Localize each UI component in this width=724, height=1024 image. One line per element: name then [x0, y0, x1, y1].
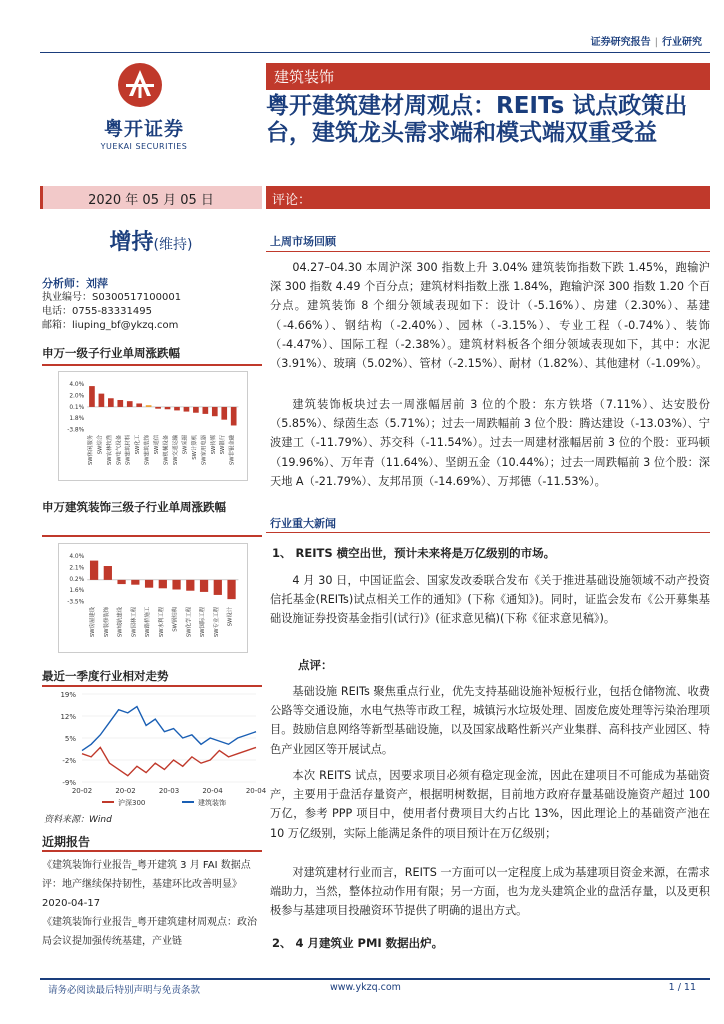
y-tick-label: 4.0% — [69, 382, 85, 389]
x-tick-label: SW房屋建设 — [90, 606, 97, 638]
y-tick-label: -3.8% — [67, 427, 85, 434]
construction-impact-paragraph: 对建筑建材行业而言，REITS 一方面可以一定程度上成为基建项目资金来源，在需求端助力，当然，整体拉动作用有限；另一方面，也为龙头建筑企业的盘活存量，以及更积极参与基建项目投融资环节提供了明确的退出方式。 — [270, 866, 710, 918]
rating-sub: (维持) — [153, 237, 193, 253]
comment-banner — [266, 186, 710, 209]
recent-rule — [42, 850, 262, 852]
y-tick-label: 12% — [60, 713, 76, 721]
x-tick-label: SW通信 — [154, 434, 161, 455]
bar — [172, 580, 180, 590]
bar — [145, 580, 153, 588]
x-tick-label: SW电气设备 — [116, 434, 123, 466]
footer-rule — [40, 978, 710, 980]
x-tick-label: SW传媒 — [210, 434, 217, 455]
footer-site[interactable]: www.ykzq.com — [330, 982, 401, 993]
recent-report-item[interactable]: 《建筑装饰行业报告_粤开建筑 3 月 FAI 数据点评：地产继续保持韧性，基建环比改善明显》2020-04-17 — [42, 860, 251, 909]
chart2-rule — [42, 535, 262, 537]
x-tick-label: 20-02 — [71, 787, 93, 795]
bar — [104, 566, 112, 580]
bar — [146, 405, 152, 407]
bar — [127, 401, 133, 407]
report-header: 证券研究报告 | 行业研究 — [590, 37, 702, 48]
logo-text-en: YUEKAI SECURITIES — [100, 142, 188, 151]
y-tick-label: -9% — [62, 779, 76, 787]
rating-main: 增持 — [109, 230, 154, 255]
bar — [136, 403, 142, 406]
bar — [200, 580, 208, 592]
bar — [131, 580, 139, 585]
stock-movers-paragraph: 建筑装饰板块过去一周涨幅居前 3 位的个股：东方铁塔（7.11%）、达安股份（5.85%）、绿茵生态（5.71%）；过去一周跌幅前 3 位个股：腾达建设（-13.03%）、宁波建工（-11.79%）、苏交科（-11.54%）。过去一周建材涨幅居前 3 位的个股：亚玛顿（19.96%）、万年青（11.64%）、坚朗五金（10.44%）；过去一周跌幅前 3 位个股：深天地 A（-21.79%）、友邦吊顶（-14.69%）、万邦德（-11.53%）。 — [270, 398, 710, 488]
y-tick-label: 1.8% — [69, 416, 85, 423]
comment-heading: 点评： — [298, 658, 333, 672]
reits-analysis-paragraph: 本次 REITS 试点，因要求项目必须有稳定现金流，因此在建项目不可能成为基础资产，主要用于盘活存量资产，根据明树数据，目前地方政府存量基础设施资产超过 100 万亿，参考 PPP 项目中，使用者付费项目大约占比 13%，因此理论上的基础资产池在 10 万亿级别，实际上能满足条件的项目预计在万亿级别； — [270, 769, 710, 840]
bar — [214, 580, 222, 595]
x-tick-label: SW银行 — [220, 434, 227, 455]
y-tick-label: 5% — [64, 735, 76, 743]
report-date: 2020 年 05 月 05 日 — [88, 193, 214, 208]
legend-label: 建筑装饰 — [198, 799, 226, 807]
analyst-email: 邮箱：liuping_bf@ykzq.com — [42, 320, 179, 331]
news1-paragraph: 4 月 30 日，中国证监会、国家发改委联合发布《关于推进基础设施领域不动产投资信托基金(REITs)试点相关工作的通知》(下称《通知》)。同时，证监会发布《公开募集基础设施证券投资基金指引(试行)》(征求意见稿)(下称《征求意见稿》)。 — [270, 574, 710, 626]
comment-label: 评论： — [272, 193, 312, 208]
x-tick-label: SW农林牧渔 — [106, 434, 113, 466]
bar — [184, 407, 190, 412]
bar — [212, 407, 218, 416]
x-tick-label: SW休闲服务 — [87, 434, 94, 466]
x-tick-label: SW路桥施工 — [145, 606, 152, 638]
analyst-info — [42, 277, 262, 333]
chart3-rule — [42, 685, 262, 687]
x-tick-label: 20-04 — [202, 787, 223, 795]
market-review-paragraph: 04.27–04.30 本周沪深 300 指数上升 3.04% 建筑装饰指数下跌 1.45%，跑输沪深 300 指数 4.49 个百分点；建筑材料指数上涨 1.84%，跑输沪深 300 指数 1.20 个百分点。建筑装饰 8 个细分领域表现如下：设计（-5.16%）、房建（2.30%）、基建（-4.66%）、钢结构（-2.40%）、园林（-3.15%）、专业工程（-0.74%）、装饰（-4.47%）、国际工程（-2.38%）。建筑材料板各个细分领域表现如下，其中：水泥（3.91%）、玻璃（5.02%）、管材（-2.15%）、耐材（1.82%）、其他建材（-1.09%）。 — [270, 261, 710, 371]
chart3-heading: 最近一季度行业相对走势 — [42, 669, 169, 683]
bar — [174, 407, 180, 410]
y-tick-label: 1.6% — [69, 588, 85, 595]
bar — [221, 407, 227, 420]
x-tick-label: SW专业工程 — [213, 606, 220, 638]
x-tick-label: SW化学工程 — [186, 606, 193, 638]
chart3-line-chart — [42, 688, 267, 810]
report-type: 证券研究报告 — [590, 37, 651, 48]
x-tick-label: SW综合 — [97, 434, 104, 455]
y-tick-label: 0.1% — [69, 404, 85, 411]
bar — [165, 407, 171, 409]
y-tick-label: 19% — [60, 691, 76, 699]
chart1-heading: 申万一级子行业单周涨跌幅 — [42, 346, 180, 360]
x-tick-label: SW城轨建设 — [117, 606, 124, 638]
recent-reports-title: 近期报告 — [42, 835, 91, 849]
x-tick-label: SW建筑材料 — [125, 434, 132, 466]
y-tick-label: -2% — [62, 757, 76, 765]
y-tick-label: 2.0% — [69, 393, 85, 400]
x-tick-label: SW非银金融 — [229, 434, 236, 466]
x-tick-label: SW家用电器 — [201, 434, 208, 466]
rating — [40, 225, 262, 256]
footer-page: 1 / 11 — [668, 982, 696, 993]
bar — [89, 386, 95, 407]
x-tick-label: SW交通运输 — [172, 434, 179, 466]
y-tick-label: -3.5% — [67, 599, 85, 606]
section-market-review: 上周市场回顾 — [270, 235, 336, 248]
bar — [108, 398, 114, 407]
y-tick-label: 0.2% — [69, 576, 85, 583]
x-tick-label: 20-02 — [115, 787, 136, 795]
x-tick-label: SW计算机 — [191, 434, 198, 460]
bar — [231, 407, 237, 426]
sector-label: 建筑装饰 — [274, 68, 335, 86]
x-tick-label: SW化工 — [135, 434, 142, 455]
x-tick-label: 20-03 — [158, 787, 180, 795]
chart2-bar-chart — [58, 543, 248, 653]
section1-rule — [266, 251, 710, 252]
bar — [117, 400, 123, 407]
x-tick-label: 20-04 — [245, 787, 267, 795]
x-tick-label: SW机械设备 — [163, 434, 170, 466]
section2-rule — [266, 532, 710, 533]
bar — [203, 407, 209, 414]
chart-source: 资料来源：Wind — [44, 815, 112, 825]
analyst-name: 分析师：刘萍 — [42, 277, 108, 290]
analyst-cert: 执业编号：S0300517100001 — [42, 292, 182, 303]
x-tick-label: SW国际工程 — [200, 606, 207, 638]
yuekai-logo-icon — [117, 62, 163, 108]
bar — [90, 561, 98, 580]
legend-label: 沪深300 — [118, 799, 146, 807]
chart1-rule — [42, 364, 262, 366]
chart1-bar-chart — [58, 371, 248, 481]
y-tick-label: 4.0% — [69, 554, 85, 561]
header-rule — [40, 52, 710, 53]
x-tick-label: SW钢结构 — [172, 606, 179, 632]
bar — [193, 407, 199, 413]
chart2-heading: 申万建筑装饰三级子行业单周涨跌幅 — [42, 500, 226, 514]
x-tick-label: SW水利工程 — [158, 606, 165, 638]
bar — [117, 580, 125, 584]
report-title: 粤开建筑建材周观点：REITs 试点政策出台，建筑龙头需求端和模式端双重受益 — [266, 93, 688, 146]
analyst-phone: 电话：0755-83331495 — [42, 306, 152, 317]
footer-disclaimer[interactable]: 请务必阅读最后特别声明与免责条款 — [48, 985, 201, 996]
report-category: 行业研究 — [662, 37, 702, 48]
x-tick-label: SW采掘 — [182, 434, 189, 455]
bar — [159, 580, 167, 588]
y-tick-label: 2.1% — [69, 565, 85, 572]
bar — [155, 407, 161, 409]
news-item-1: 1、 REITS 横空出世，预计未来将是万亿级别的市场。 — [272, 546, 556, 560]
recent-reports — [42, 856, 262, 951]
x-tick-label: SW设计 — [227, 606, 234, 627]
x-tick-label: SW建筑装饰 — [144, 434, 151, 466]
bar — [186, 580, 194, 591]
news-item-2: 2、 4 月建筑业 PMI 数据出炉。 — [272, 936, 444, 950]
series-line — [82, 747, 256, 775]
recent-report-item[interactable]: 《建筑装饰行业报告_粤开建筑建材周观点：政治局会议提加强传统基建，产业链 — [42, 917, 257, 947]
x-tick-label: SW装修装饰 — [103, 606, 110, 638]
section-industry-news: 行业重大新闻 — [270, 517, 336, 530]
bar — [99, 394, 105, 407]
logo-text: 粤开证券 — [103, 118, 184, 140]
bar — [227, 580, 235, 599]
series-line — [82, 707, 256, 751]
reits-focus-paragraph: 基础设施 REITs 聚焦重点行业，优先支持基础设施补短板行业，包括仓储物流、收费公路等交通设施，水电气热等市政工程，城镇污水垃圾处理、固废危废处理等污染治理项目。鼓励信息网络等新型基础设施，以及国家战略性新兴产业集群、高科技产业园区、特色产业园区等开展试点。 — [270, 685, 710, 756]
x-tick-label: SW园林工程 — [131, 606, 138, 638]
